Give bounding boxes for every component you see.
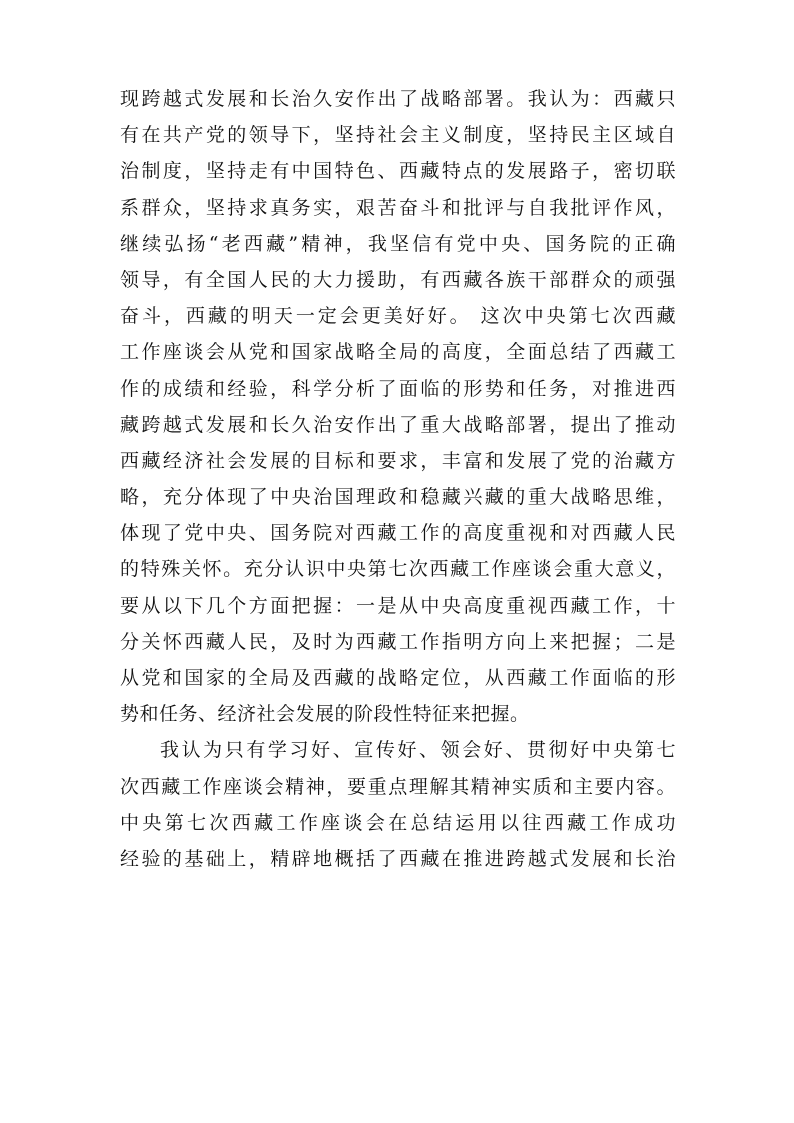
text-line: 次西藏工作座谈会精神，要重点理解其精神实质和主要内容。 [120, 775, 676, 798]
document-body [120, 81, 676, 877]
paragraph-2 [120, 732, 676, 877]
text-line: 现跨越式发展和长治久安作出了战略部署。我认为：西藏只 [120, 88, 676, 110]
text-line: 势和任务、经济社会发展的阶段性特征来把握。 [120, 703, 530, 726]
text-line: 略，充分体现了中央治国理政和稳藏兴藏的重大战略思维， [120, 486, 676, 509]
text-line: 的特殊关怀。充分认识中央第七次西藏工作座谈会重大意义， [120, 558, 676, 581]
text-line: 中央第七次西藏工作座谈会在总结运用以往西藏工作成功 [120, 811, 676, 834]
paragraph-1 [120, 81, 676, 732]
text-line: 工作座谈会从党和国家战略全局的高度，全面总结了西藏工 [120, 341, 676, 364]
text-line: 作的成绩和经验，科学分析了面临的形势和任务，对推进西 [120, 377, 676, 400]
text-line: 分关怀西藏人民，及时为西藏工作指明方向上来把握；二是 [120, 630, 676, 653]
text-line: 领导，有全国人民的大力援助，有西藏各族干部群众的顽强 [120, 268, 676, 291]
text-line: 奋斗，西藏的明天一定会更美好好。 这次中央第七次西藏 [120, 305, 676, 328]
text-line: 体现了党中央、国务院对西藏工作的高度重视和对西藏人民 [120, 522, 676, 545]
text-line: 经验的基础上，精辟地概括了西藏在推进跨越式发展和长治 [120, 847, 676, 870]
text-line: 藏跨越式发展和长久治安作出了重大战略部署，提出了推动 [120, 413, 676, 436]
text-line: 有在共产党的领导下，坚持社会主义制度，坚持民主区域自 [120, 124, 676, 147]
text-line: 从党和国家的全局及西藏的战略定位，从西藏工作面临的形 [120, 667, 676, 689]
text-line: 要从以下几个方面把握：一是从中央高度重视西藏工作，十 [120, 594, 676, 617]
text-line: 系群众，坚持求真务实，艰苦奋斗和批评与自我批评作风， [120, 196, 676, 219]
text-line: 治制度，坚持走有中国特色、西藏特点的发展路子，密切联 [120, 160, 676, 183]
text-line: 西藏经济社会发展的目标和要求，丰富和发展了党的治藏方 [120, 449, 676, 472]
text-line: 我认为只有学习好、宣传好、领会好、贯彻好中央第七 [160, 739, 676, 762]
text-line: 继续弘扬“老西藏”精神，我坚信有党中央、国务院的正确 [120, 232, 676, 255]
